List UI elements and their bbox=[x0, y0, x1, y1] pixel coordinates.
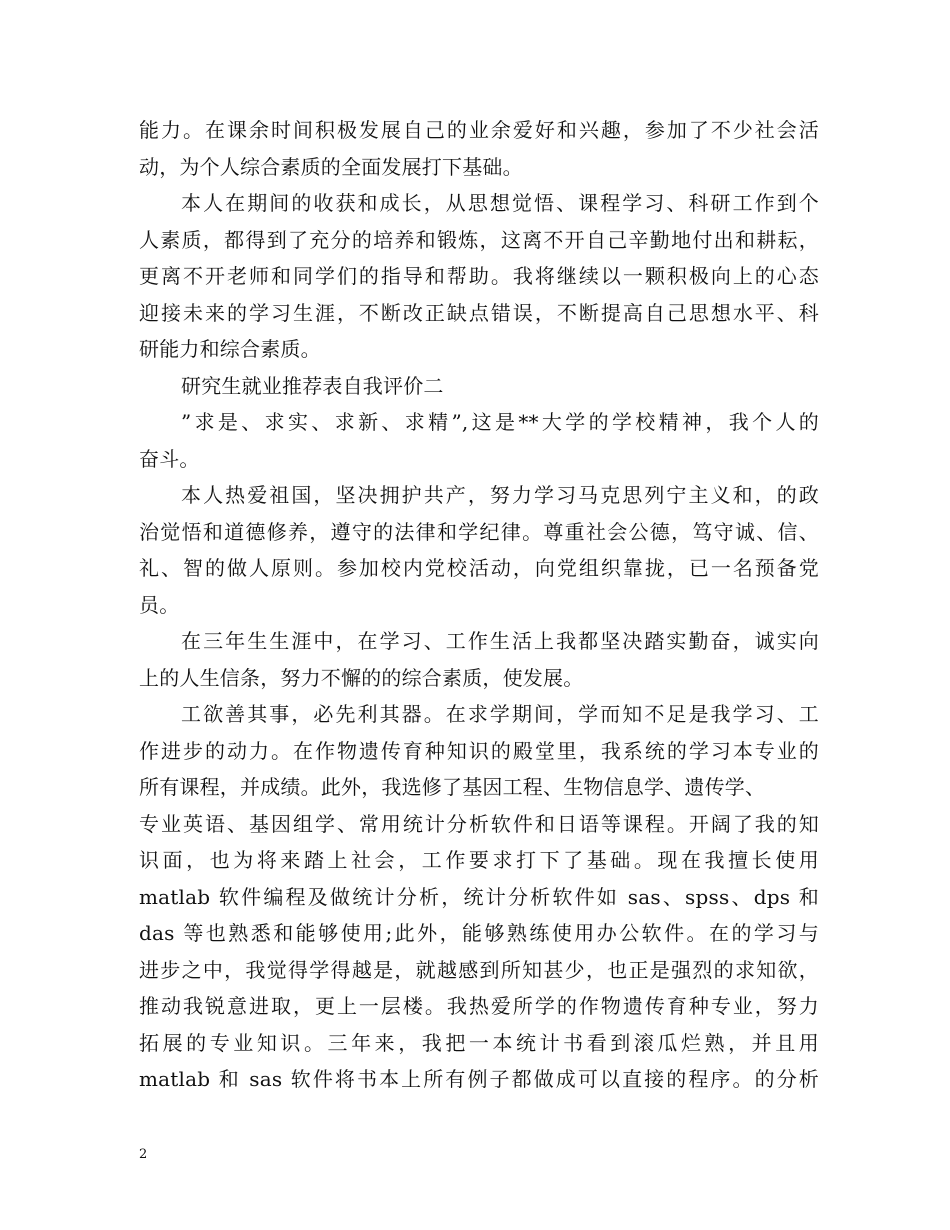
text-line: 动，为个人综合素质的全面发展打下基础。 bbox=[139, 154, 523, 179]
text-line: 人素质，都得到了充分的培养和锻炼，这离不开自己辛勤地付出和耕耘， bbox=[139, 227, 819, 252]
text-line: 本人在期间的收获和成长，从思想觉悟、课程学习、科研工作到个 bbox=[181, 191, 819, 215]
text-line: matlab 软件编程及做统计分析，统计分析软件如 sas、spss、dps 和 bbox=[139, 884, 819, 909]
document-body bbox=[139, 112, 819, 1098]
text-line: das 等也熟悉和能够使用;此外，能够熟练使用办公软件。在的学习与 bbox=[139, 921, 819, 945]
text-line: 在三年生生涯中，在学习、工作生活上我都坚决踏实勤奋，诚实向 bbox=[181, 629, 819, 653]
text-line: 研能力和综合素质。 bbox=[139, 337, 321, 361]
text-line: 专业英语、基因组学、常用统计分析软件和日语等课程。开阔了我的知 bbox=[139, 811, 819, 836]
page-number: 2 bbox=[139, 1147, 148, 1162]
text-line: 上的人生信条，努力不懈的的综合素质，使发展。 bbox=[139, 665, 584, 690]
text-line: 识面，也为将来踏上社会，工作要求打下了基础。现在我擅长使用 bbox=[139, 848, 819, 872]
text-line: 拓展的专业知识。三年来，我把一本统计书看到滚瓜烂熟，并且用 bbox=[139, 1030, 819, 1055]
text-line: 迎接未来的学习生涯，不断改正缺点错误，不断提高自己思想水平、科 bbox=[139, 300, 819, 325]
text-line: 作进步的动力。在作物遗传育种知识的殿堂里，我系统的学习本专业的 bbox=[139, 738, 819, 763]
text-line: 能力。在课余时间积极发展自己的业余爱好和兴趣，参加了不少社会活 bbox=[139, 118, 819, 142]
text-line: 更离不开老师和同学们的指导和帮助。我将继续以一颗积极向上的心态 bbox=[139, 264, 819, 288]
text-line: 奋斗。 bbox=[139, 446, 200, 471]
text-line: ”求是、求实、求新、求精”,这是**大学的学校精神，我个人的 bbox=[181, 410, 819, 434]
text-line: 进步之中，我觉得学得越是，就越感到所知甚少，也正是强烈的求知欲， bbox=[139, 957, 819, 982]
text-line: 礼、智的做人原则。参加校内党校活动，向党组织靠拢，已一名预备党 bbox=[139, 556, 819, 580]
text-line: 推动我锐意进取，更上一层楼。我热爱所学的作物遗传育种专业，努力 bbox=[139, 994, 819, 1018]
text-line: 治觉悟和道德修养，遵守的法律和学纪律。尊重社会公德，笃守诚、信、 bbox=[139, 519, 819, 544]
text-line: 所有课程，并成绩。此外，我选修了基因工程、生物信息学、遗传学、 bbox=[139, 775, 766, 799]
text-line: matlab 和 sas 软件将书本上所有例子都做成可以直接的程序。的分析 bbox=[139, 1067, 819, 1091]
text-line: 工欲善其事，必先利其器。在求学期间，学而知不足是我学习、工 bbox=[181, 702, 819, 726]
text-line: 员。 bbox=[139, 592, 180, 617]
text-line: 本人热爱祖国，坚决拥护共产，努力学习马克思列宁主义和，的政 bbox=[181, 483, 819, 507]
text-line: 研究生就业推荐表自我评价二 bbox=[181, 373, 444, 398]
